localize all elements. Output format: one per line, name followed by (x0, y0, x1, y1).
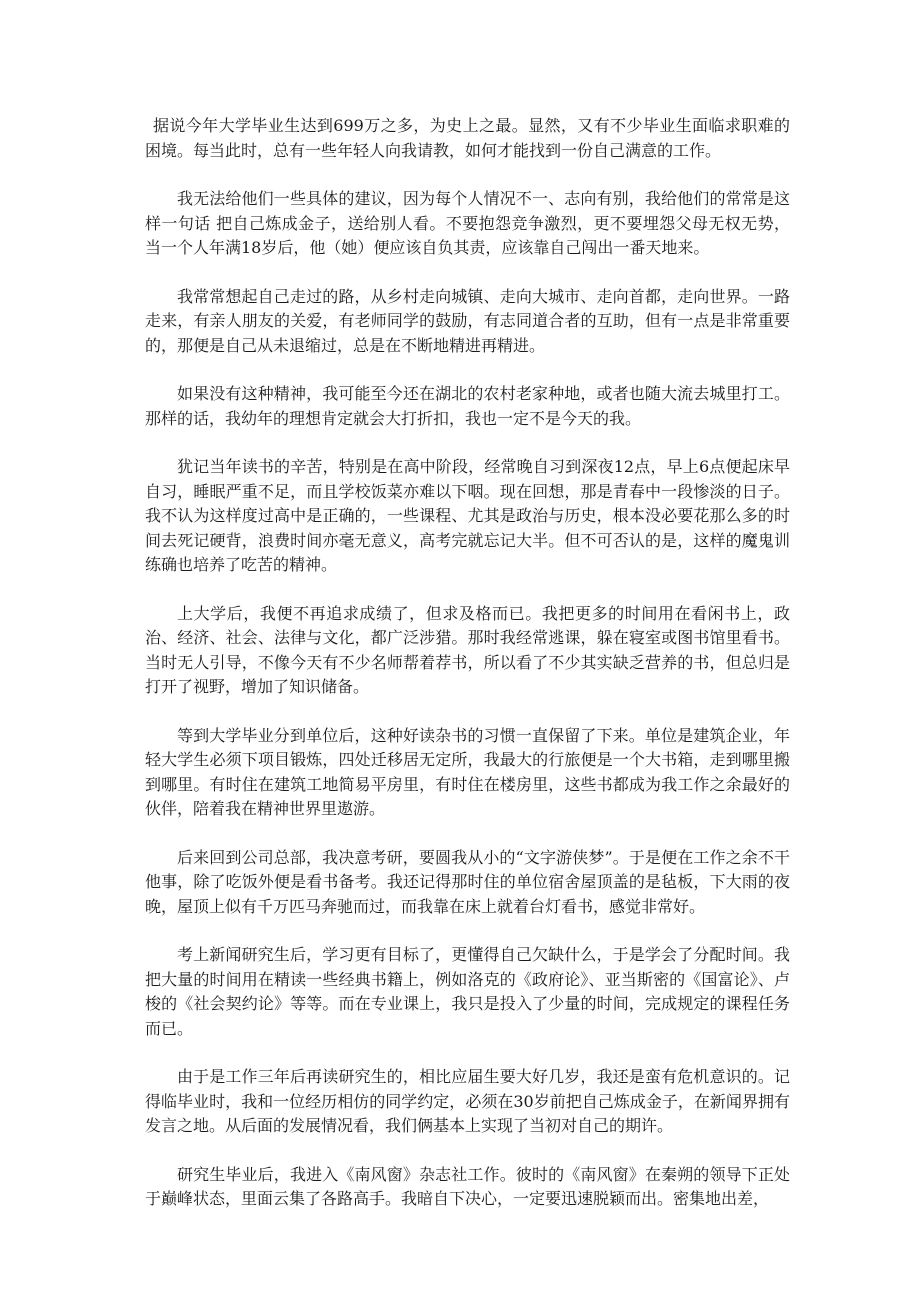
paragraph-9: 考上新闻研究生后，学习更有目标了，更懂得自己欠缺什么，于是学会了分配时间。我把大量的时间用在精读一些经典书籍上，例如洛克的《政府论》、亚当斯密的《国富论》、卢梭的《社会契约论》等等。而在专业课上，我只是投入了少量的时间，完成规定的课程任务而已。 (145, 945, 790, 1038)
paragraph-3: 我常常想起自己走过的路，从乡村走向城镇、走向大城市、走向首都，走向世界。一路走来，有亲人朋友的关爱，有老师同学的鼓励，有志同道合者的互助，但有一点是非常重要的，那便是自己从未退缩过，总是在不断地精进再精进。 (145, 286, 790, 355)
paragraph-10: 由于是工作三年后再读研究生的，相比应届生要大好几岁，我还是蛮有危机意识的。记得临毕业时，我和一位经历相仿的同学约定，必须在30岁前把自己炼成金子，在新闻界拥有发言之地。从后面的发展情况看，我们俩基本上实现了当初对自己的期许。 (145, 1067, 790, 1135)
paragraph-6: 上大学后，我便不再追求成绩了，但求及格而已。我把更多的时间用在看闲书上，政治、经济、社会、法律与文化，都广泛涉猎。那时我经常逃课，躲在寝室或图书馆里看书。当时无人引导，不像今天有不少名师帮着荐书，所以看了不少其实缺乏营养的书，但总归是打开了视野，增加了知识储备。 (145, 603, 790, 696)
paragraph-4: 如果没有这种精神，我可能至今还在湖北的农村老家种地，或者也随大流去城里打工。那样的话，我幼年的理想肯定就会大打折扣，我也一定不是今天的我。 (145, 384, 790, 428)
paragraph-7: 等到大学毕业分到单位后，这种好读杂书的习惯一直保留了下来。单位是建筑企业，年轻大学生必须下项目锻炼，四处迁移居无定所，我最大的行旅便是一个大书箱，走到哪里搬到哪里。有时住在建筑工地简易平房里，有时住在楼房里，这些书都成为我工作之余最好的伙伴，陪着我在精神世界里遨游。 (145, 725, 790, 818)
paragraph-8: 后来回到公司总部，我决意考研，要圆我从小的“文字游侠梦”。于是便在工作之余不干他事，除了吃饭外便是看书备考。我还记得那时住的单位宿舍屋顶盖的是毡板，下大雨的夜晚，屋顶上似有千万匹马奔驰而过，而我靠在床上就着台灯看书，感觉非常好。 (145, 847, 790, 916)
paragraph-5: 犹记当年读书的辛苦，特别是在高中阶段，经常晚自习到深夜12点，早上6点便起床早自习，睡眠严重不足，而且学校饭菜亦难以下咽。现在回想，那是青春中一段惨淡的日子。我不认为这样度过高中是正确的，一些课程、尤其是政治与历史，根本没必要花那么多的时间去死记硬背，浪费时间亦毫无意义，高考完就忘记大半。但不可否认的是，这样的魔鬼训练确也培养了吃苦的精神。 (145, 457, 790, 574)
paragraph-2: 我无法给他们一些具体的建议，因为每个人情况不一、志向有别，我给他们的常常是这样一句话 把自己炼成金子，送给别人看。不要抱怨竞争激烈，更不要埋怨父母无权无势，当一个人年满18岁后，他（她）便应该自负其责，应该靠自己闯出一番天地来。 (145, 189, 790, 257)
paragraph-1: 据说今年大学毕业生达到699万之多，为史上之最。显然，又有不少毕业生面临求职难的困境。每当此时，总有一些年轻人向我请教，如何才能找到一份自己满意的工作。 (145, 116, 790, 160)
paragraph-11: 研究生毕业后，我进入《南风窗》杂志社工作。彼时的《南风窗》在秦朔的领导下正处于巅峰状态，里面云集了各路高手。我暗自下决心，一定要迅速脱颖而出。密集地出差， (145, 1164, 790, 1208)
article-body (145, 114, 790, 1212)
